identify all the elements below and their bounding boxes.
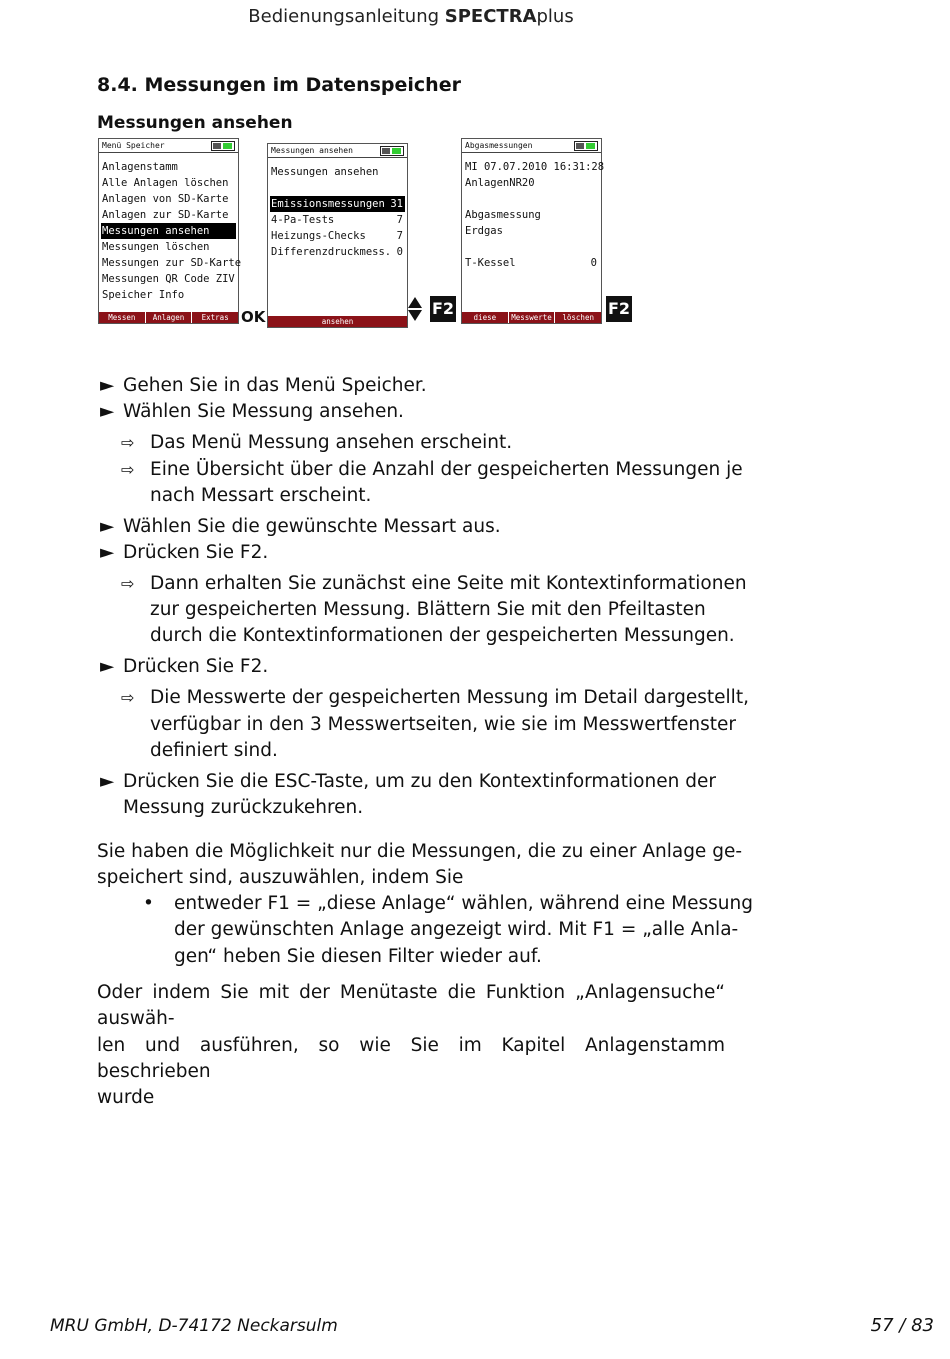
instruction-text xyxy=(100,514,501,540)
function-key-bar xyxy=(99,312,238,323)
paragraph-line: wurde xyxy=(97,1087,155,1109)
menu-item: Messungen ansehen xyxy=(101,223,236,239)
instruction-text xyxy=(100,654,268,680)
menu-item: Messungen QR Code ZIV xyxy=(102,273,235,285)
paragraph-filter-intro xyxy=(97,839,742,892)
instruction-line: Drücken Sie F2. xyxy=(123,656,269,678)
instruction-line: verfügbar in den 3 Messwertseiten, wie sie im Messwertfenster xyxy=(150,713,736,735)
instruction-result xyxy=(121,571,747,650)
result-arrow-icon: ⇨ xyxy=(121,433,135,453)
bullet-line: der gewünschten Anlage angezeigt wird. Mit F1 = „alle Anla- xyxy=(174,919,739,941)
f2-key-icon: F2 xyxy=(430,296,456,322)
result-arrow-icon: ⇨ xyxy=(121,688,135,708)
measurement-type-row xyxy=(270,244,405,260)
measurement-count: 7 xyxy=(396,230,403,242)
instruction-line: definiert sind. xyxy=(150,739,278,761)
header-brand-rest: plus xyxy=(536,6,574,27)
instruction-text xyxy=(100,540,268,566)
instruction-result xyxy=(121,685,749,764)
measurement-count: 31 xyxy=(390,198,403,210)
instruction-line: Das Menü Messung ansehen erscheint. xyxy=(150,432,513,454)
field-value: 0 xyxy=(590,257,597,269)
function-key-label: diese Anlage xyxy=(462,312,509,323)
instruction-text xyxy=(121,430,512,456)
header-prefix: Bedienungsanleitung xyxy=(248,6,445,27)
function-key-bar xyxy=(462,312,601,333)
instruction-step xyxy=(100,769,716,822)
instruction-step xyxy=(100,654,268,680)
step-arrow-icon: ► xyxy=(100,375,115,396)
result-arrow-icon: ⇨ xyxy=(121,459,135,479)
bullet-line: gen“ heben Sie diesen Filter wieder auf. xyxy=(174,945,542,967)
paragraph-line: speichert sind, auszuwählen, indem Sie xyxy=(97,867,464,889)
screen-title: Abgasmessungen xyxy=(462,139,601,153)
function-key-label: Anlagen xyxy=(146,312,193,323)
instruction-line: Drücken Sie F2. xyxy=(123,542,269,563)
measurement-count: 0 xyxy=(396,246,403,258)
f2-key-icon: F2 xyxy=(606,296,632,322)
instruction-line: Die Messwerte der gespeicherten Messung im Detail dargestellt, xyxy=(150,687,749,709)
screen-title: Menü Speicher xyxy=(99,139,238,153)
step-arrow-icon: ► xyxy=(100,515,115,537)
menu-item: Messungen zur SD-Karte xyxy=(102,257,242,269)
measurement-type: Abgasmessung xyxy=(465,209,541,221)
instruction-line: Dann erhalten Sie zunächst eine Seite mit Kontextinformationen xyxy=(150,572,747,594)
battery-icon xyxy=(211,141,235,151)
menu-item: Speicher Info xyxy=(102,289,185,301)
function-key-label: löschen xyxy=(562,313,594,322)
instruction-result xyxy=(121,430,512,456)
paragraph-line: Oder indem Sie mit der Menütaste die Funktion „Anlagensuche“ auswäh- xyxy=(97,982,725,1030)
step-arrow-icon: ► xyxy=(100,656,115,678)
instruction-line: Eine Übersicht über die Anzahl der gespeicherten Messungen je xyxy=(150,458,743,480)
step-arrow-icon: ► xyxy=(100,770,115,792)
instruction-step xyxy=(100,540,268,566)
step-arrow-icon: ► xyxy=(100,401,115,423)
instruction-line: Wählen Sie Messung ansehen. xyxy=(123,401,404,423)
measurement-type-row xyxy=(270,228,405,244)
screen-title: Messungen ansehen xyxy=(268,144,407,158)
instruction-line: Wählen Sie die gewünschte Messart aus. xyxy=(123,515,501,537)
plant-number: AnlagenNR20 xyxy=(465,177,535,189)
instruction-text xyxy=(121,571,747,650)
measurement-type-label: 4-Pa-Tests xyxy=(271,214,335,226)
menu-item: Anlagen von SD-Karte xyxy=(102,193,229,205)
measurement-type-row xyxy=(270,196,405,212)
instruction-line: nach Messart erscheint. xyxy=(150,484,372,506)
bullet-marker: • xyxy=(143,893,154,914)
bullet-line: entweder F1 = „diese Anlage“ wählen, während eine Messung xyxy=(174,893,754,914)
instruction-step xyxy=(100,373,427,399)
menu-item: Messungen löschen xyxy=(102,241,210,253)
measurement-type-label: Emissionsmessungen xyxy=(271,198,385,210)
menu-item: Anlagen zur SD-Karte xyxy=(102,209,229,221)
instruction-line: durch die Kontextinformationen der gespeicherten Messungen. xyxy=(150,625,735,647)
field-row xyxy=(464,255,599,271)
subsection-title: Messungen ansehen xyxy=(97,113,293,133)
instruction-line: Messung zurückzukehren. xyxy=(123,797,364,819)
function-key-label: Messen xyxy=(99,312,146,323)
device-screen-view-measurements xyxy=(267,143,408,328)
result-arrow-icon: ⇨ xyxy=(121,573,135,593)
menu-item: Alle Anlagen löschen xyxy=(102,177,229,189)
paragraph-line: Sie haben die Möglichkeit nur die Messungen, die zu einer Anlage ge- xyxy=(97,841,742,862)
page-number: 57 / 83 xyxy=(870,1315,934,1336)
header-brand-bold: SPECTRA xyxy=(444,6,537,27)
menu-item: Anlagenstamm xyxy=(102,161,178,173)
page-header xyxy=(0,6,822,27)
function-key-label: Extras xyxy=(201,313,229,322)
section-title: 8.4. Messungen im Datenspeicher xyxy=(97,74,461,96)
footer-company: MRU GmbH, D-74172 Neckarsulm xyxy=(50,1316,338,1336)
measurement-datetime: MI 07.07.2010 16:31:28 xyxy=(465,161,605,173)
instruction-line: Drücken Sie die ESC-Taste, um zu den Kontextinformationen der xyxy=(123,770,716,792)
measurement-type-label: Heizungs-Checks xyxy=(271,230,366,242)
paragraph-plant-search xyxy=(97,980,725,1111)
device-screen-memory-menu xyxy=(98,138,242,324)
battery-icon xyxy=(574,141,598,151)
instruction-step xyxy=(100,514,501,540)
measurement-count: 7 xyxy=(396,214,403,226)
step-arrow-icon: ► xyxy=(100,542,115,563)
battery-icon xyxy=(380,146,404,156)
measurement-type-row xyxy=(270,212,405,228)
instruction-text xyxy=(100,399,404,425)
instruction-line: Gehen Sie in das Menü Speicher. xyxy=(123,375,427,396)
ok-key-label: OK xyxy=(241,308,266,326)
field-label: T-Kessel xyxy=(465,257,516,269)
instruction-text xyxy=(100,769,716,822)
instruction-step xyxy=(100,399,404,425)
screen-heading: Messungen ansehen xyxy=(271,166,379,178)
fuel-type: Erdgas xyxy=(465,225,503,237)
function-key-bar xyxy=(268,316,407,327)
instruction-result xyxy=(121,457,743,510)
instruction-text xyxy=(121,457,743,510)
bullet-item xyxy=(143,891,753,970)
instruction-text xyxy=(121,685,749,764)
measurement-type-label: Differenzdruckmess. xyxy=(271,246,392,258)
device-screen-flue-gas-measurement xyxy=(461,138,605,333)
paragraph-line: len und ausführen, so wie Sie im Kapitel Anlagenstamm beschrieben xyxy=(97,1034,725,1082)
function-key-label: Messwerte xyxy=(509,312,556,323)
instruction-text xyxy=(100,373,427,399)
function-key-label: ansehen xyxy=(321,317,354,326)
instruction-line: zur gespeicherten Messung. Blättern Sie mit den Pfeiltasten xyxy=(150,599,706,621)
up-down-arrow-icon xyxy=(408,297,422,321)
